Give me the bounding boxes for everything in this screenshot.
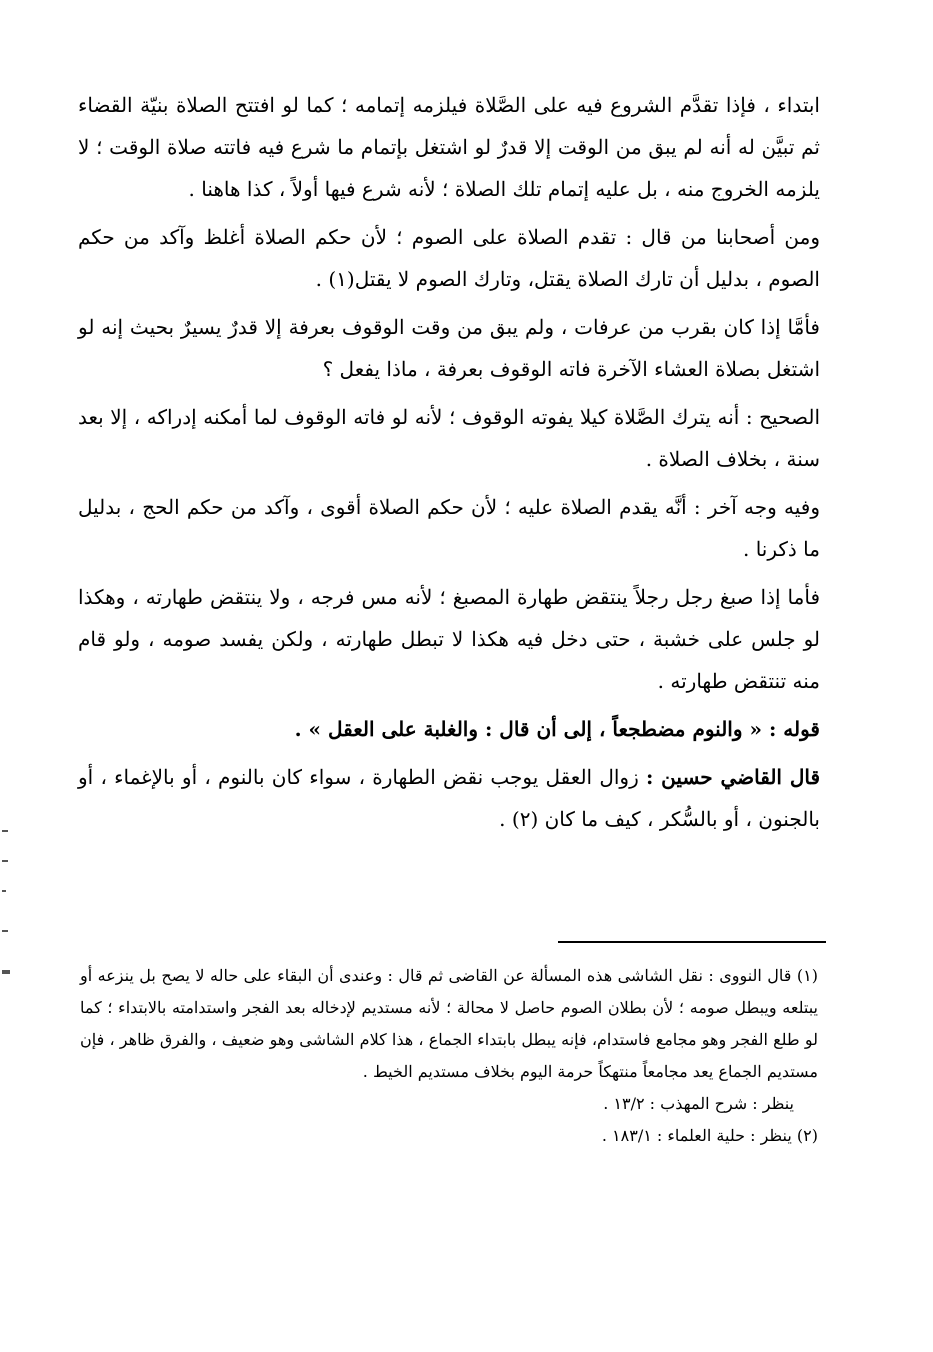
main-text [78,84,820,846]
scan-edge-marks [0,820,12,1000]
quote-text: « والنوم مضطجعاً ، إلى أن قال : والغلبة على العقل » . [294,717,762,741]
paragraph-1: ابتداء ، فإذا تقدَّم الشروع فيه على الصَّلاة فيلزمه إتمامه ؛ كما لو افتتح الصلاة بنيّة القضاء ثم تبيَّن له أنه لم يبق من الوقت إلا قدرٌ لو اشتغل بإتمام ما شرع فيه فاتته صلاة الوقت ؛ لا يلزمه الخروج منه ، بل عليه إتمام تلك الصلاة ؛ لأنه شرع فيها أولاً ، كذا هاهنا . [78,93,820,201]
paragraph-3: فأمَّا إذا كان بقرب من عرفات ، ولم يبق من وقت الوقوف بعرفة إلا قدرٌ يسيرٌ بحيث إنه لو اشتغل بصلاة العشاء الآخرة فاته الوقوف بعرفة ، ماذا يفعل ؟ [78,315,820,381]
footnote-2: (٢) ينظر : حلية العلماء : ١٨٣/١ . [601,1126,818,1145]
paragraph-4: الصحيح : أنه يترك الصَّلاة كيلا يفوته الوقوف ؛ لأنه لو فاته الوقوف لما أمكنه إدراكه ، إلا بعد سنة ، بخلاف الصلاة . [78,405,820,471]
footnote-1-source: ينظر : شرح المهذب : ١٣/٢ . [603,1094,794,1113]
footnotes [80,960,818,1152]
footnote-separator [558,941,826,943]
paragraph-5: وفيه وجه آخر : أنَّه يقدم الصلاة عليه ؛ لأن حكم الصلاة أقوى ، وآكد من حكم الحج ، بدليل ما ذكرنا . [78,495,820,561]
paragraph-2: ومن أصحابنا من قال : تقدم الصلاة على الصوم ؛ لأن حكم الصلاة أغلظ وآكد من حكم الصوم ، بدليل أن تارك الصلاة يقتل، وتارك الصوم لا يقتل(١) . [78,225,820,291]
paragraph-8-text: زوال العقل يوجب نقض الطهارة ، سواء كان بالنوم ، أو بالإغماء ، أو بالجنون ، أو بالسُّكر ، كيف ما كان (٢) . [78,765,820,831]
quote-label: قوله : [768,717,820,741]
paragraph-7-quote [78,708,820,750]
paragraph-8 [78,756,820,840]
footnote-1: (١) قال النووى : نقل الشاشى هذه المسألة عن القاضى ثم قال : وعندى أن البقاء على حاله لا يصح بل ينزعه أو يبتلعه ويبطل صومه ؛ لأن بطلان الصوم حاصل لا محالة ؛ لأنه مستديم لإدخاله بعد الفجر واستدامته بالابتداء ؛ كما لو طلع الفجر وهو مجامع فاستدام، فإنه يبطل بابتداء الجماع ، هذا كلام الشاشى وهو ضعيف ، والفرق ظاهر ، فإن مستديم الجماع يعد مجامعاً منتهكاً حرمة اليوم بخلاف مستديم الخيط . [80,966,818,1081]
speaker-label: قال القاضي حسين : [645,765,821,789]
paragraph-6: فأما إذا صبغ رجل رجلاً ينتقض طهارة المصبغ ؛ لأنه مس فرجه ، ولا ينتقض طهارته ، وهكذا لو جلس على خشبة ، حتى دخل فيه هكذا لا تبطل طهارته ، ولكن يفسد صومه ، ولو قام منه تنتقض طهارته . [78,585,821,693]
